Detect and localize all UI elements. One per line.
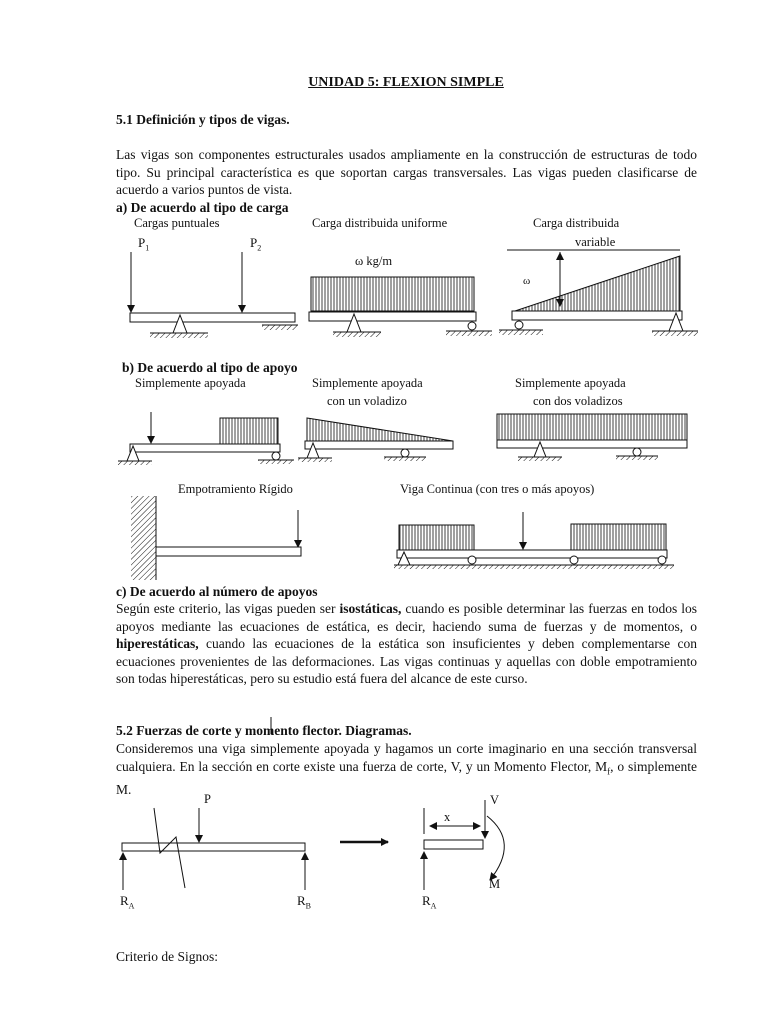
- label-viga-continua: Viga Continua (con tres o más apoyos): [400, 482, 595, 496]
- beam-viga-continua: [394, 512, 674, 569]
- beam-un-voladizo: [298, 418, 453, 462]
- figure-corte-momento: [0, 700, 768, 920]
- label-voladizo-1: Simplemente apoyada: [312, 376, 423, 390]
- heading-tipo-carga: a) De acuerdo al tipo de carga: [116, 200, 289, 215]
- label-RB: $R_B$: [297, 893, 312, 911]
- label-P: P: [204, 792, 211, 806]
- beam-simplemente-apoyada: [118, 412, 294, 465]
- paragraph-numero-apoyos: Según este criterio, las vigas pueden ser isostáticas, cuando es posible determinar las fuerzas en todos los apoyos mediante las ecuaciones de estática, es decir, haciendo suma de fuerzas y de momentos, o hiperestáticas, cuando las ecuaciones de la estática son insuficientes y deben complementarse con ecuaciones provenientes de las deformaciones. Las vigas continuas y aquellas con doble empotramiento son todas hiperestáticas, pero su estudio está fuera del alcance de este curso.: [116, 601, 697, 686]
- label-p1: $P_1$: [138, 235, 150, 253]
- section-5-1-intro: Las vigas son componentes estructurales usados ampliamente en la construcción de estructuras de todo tipo. Su principal característica es que soportan cargas transversales. Las vigas pueden clasificarse de acuerdo a varios puntos de vista.: [116, 147, 697, 197]
- beam-dos-voladizos: [497, 414, 687, 461]
- label-x: x: [444, 810, 451, 824]
- label-cargas-puntuales: Cargas puntuales: [134, 216, 220, 230]
- label-dos-voladizos-2: con dos voladizos: [533, 394, 623, 408]
- label-RA-cut: $R_A$: [422, 893, 437, 911]
- heading-tipo-apoyo: b) De acuerdo al tipo de apoyo: [122, 360, 298, 375]
- label-simple: Simplemente apoyada: [135, 376, 246, 390]
- label-RA: $R_A$: [120, 893, 135, 911]
- label-V: V: [490, 793, 500, 807]
- section-5-2-paragraph: Consideremos una viga simplemente apoyada y hagamos un corte imaginario en una sección transversal cualquiera. En la sección en corte existe una fuerza de corte, V, y un Momento Flector, $M_f$, o simplemente M.: [116, 741, 697, 797]
- label-carga-variable-1: Carga distribuida: [533, 216, 620, 230]
- label-carga-uniforme: Carga distribuida uniforme: [312, 216, 448, 230]
- section-5-1-heading: 5.1 Definición y tipos de vigas.: [116, 112, 290, 127]
- criterio-signos: Criterio de Signos:: [116, 949, 218, 964]
- page-title: UNIDAD 5: FLEXION SIMPLE: [308, 75, 504, 90]
- label-omega: ω: [523, 275, 531, 287]
- beam-empotramiento: [131, 496, 301, 580]
- label-p2: $P_2$: [250, 235, 262, 253]
- label-carga-variable-2: variable: [575, 235, 616, 249]
- label-omega-kgm: ω kg/m: [355, 254, 393, 268]
- label-dos-voladizos-1: Simplemente apoyada: [515, 376, 626, 390]
- label-empotramiento: Empotramiento Rígido: [178, 482, 293, 496]
- section-5-2-heading: 5.2 Fuerzas de corte y momento flector. Diagramas.: [116, 723, 412, 738]
- label-M: M: [489, 877, 501, 891]
- label-voladizo-2: con un voladizo: [327, 394, 407, 408]
- arrow-moment: [487, 816, 504, 880]
- heading-numero-apoyos: c) De acuerdo al número de apoyos: [116, 584, 318, 599]
